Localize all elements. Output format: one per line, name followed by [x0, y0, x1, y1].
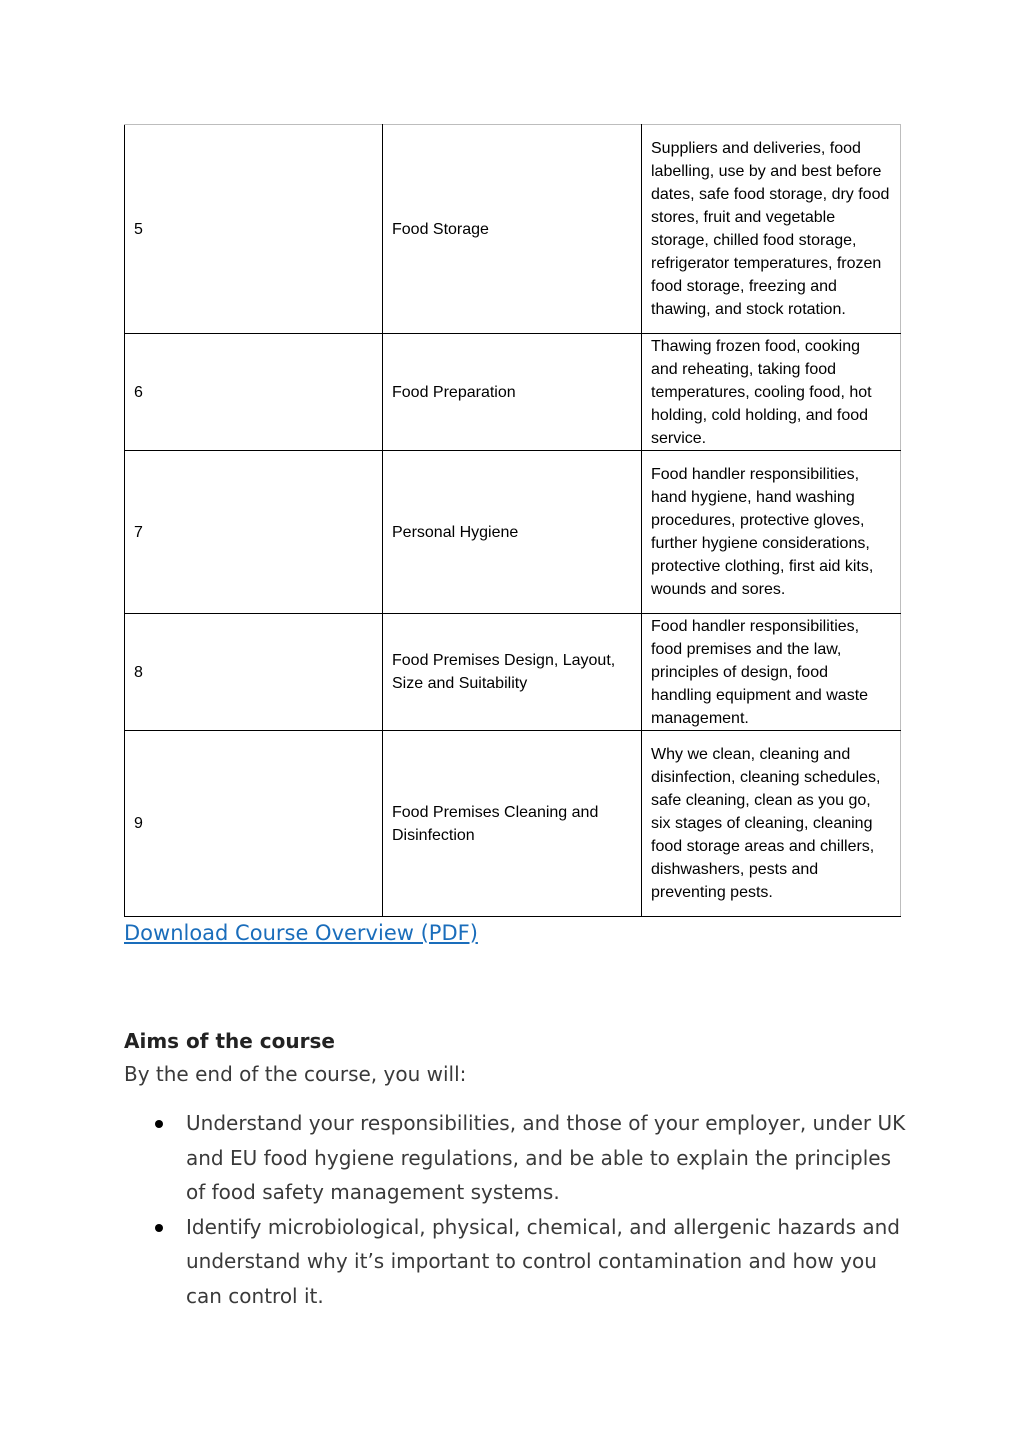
table-row — [125, 614, 901, 731]
module-topics: Thawing frozen food, cooking and reheating, taking food temperatures, cooling food, hot holding, cold holding, and food service. — [642, 334, 901, 451]
bullet-icon — [155, 1120, 163, 1128]
module-number: 5 — [125, 125, 383, 334]
list-item-text: Identify microbiological, physical, chemical, and allergenic hazards and understand why it’s important to control contamination and how you can control it. — [186, 1214, 900, 1308]
download-course-overview-link[interactable]: Download Course Overview (PDF) — [124, 921, 478, 945]
table-row — [125, 125, 901, 334]
module-title: Food Premises Design, Layout, Size and Suitability — [383, 614, 642, 731]
module-title: Personal Hygiene — [383, 451, 642, 614]
table-row — [125, 731, 901, 917]
aims-list — [124, 1106, 914, 1314]
module-number: 9 — [125, 731, 383, 917]
aims-intro: By the end of the course, you will: — [124, 1062, 467, 1086]
module-topics: Why we clean, cleaning and disinfection, cleaning schedules, safe cleaning, clean as you go, six stages of cleaning, cleaning food storage areas and chillers, dishwashers, pests and preventing pests. — [642, 731, 901, 917]
module-number: 6 — [125, 334, 383, 451]
module-topics: Suppliers and deliveries, food labelling, use by and best before dates, safe food storage, dry food stores, fruit and vegetable storage, chilled food storage, refrigerator temperatures, frozen food storage, freezing and thawing, and stock rotation. — [642, 125, 901, 334]
list-item — [124, 1106, 914, 1210]
aims-heading: Aims of the course — [124, 1029, 335, 1053]
module-title: Food Storage — [383, 125, 642, 334]
module-topics: Food handler responsibilities, hand hygiene, hand washing procedures, protective gloves, further hygiene considerations, protective clothing, first aid kits, wounds and sores. — [642, 451, 901, 614]
module-number: 8 — [125, 614, 383, 731]
bullet-icon — [155, 1224, 163, 1232]
module-title: Food Premises Cleaning and Disinfection — [383, 731, 642, 917]
module-title: Food Preparation — [383, 334, 642, 451]
module-number: 7 — [125, 451, 383, 614]
list-item-text: Understand your responsibilities, and those of your employer, under UK and EU food hygiene regulations, and be able to explain the principles of food safety management systems. — [186, 1111, 906, 1205]
table-row — [125, 451, 901, 614]
list-item — [124, 1210, 914, 1314]
table-row — [125, 334, 901, 451]
course-modules-table — [124, 124, 901, 917]
module-topics: Food handler responsibilities, food premises and the law, principles of design, food handling equipment and waste management. — [642, 614, 901, 731]
